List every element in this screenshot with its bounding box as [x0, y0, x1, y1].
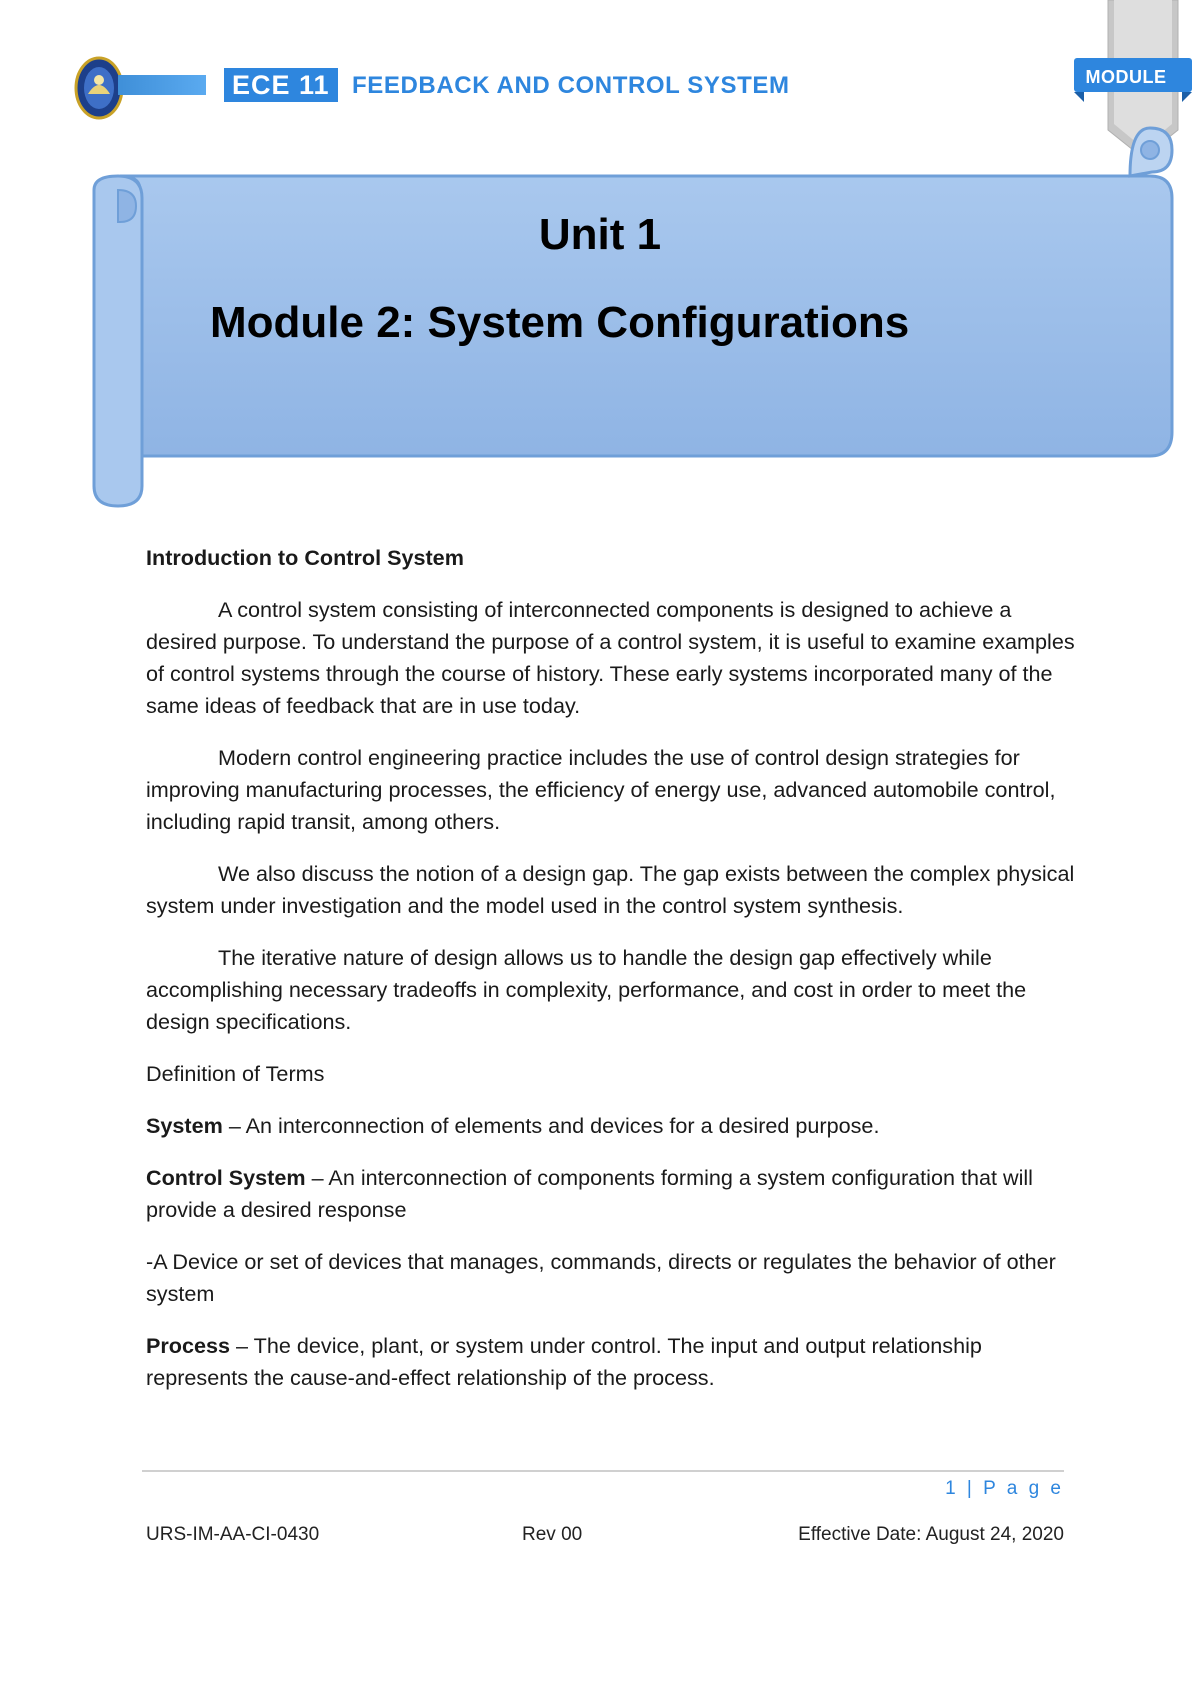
term-label: System — [146, 1113, 223, 1138]
revision-label: Rev 00 — [522, 1524, 583, 1545]
intro-paragraph: The iterative nature of design allows us to handle the design gap effectively while accomplishing necessary tradeoffs in complexity, performance, and cost in order to meet the design specifications. — [146, 945, 1027, 1034]
page-number: 1 | P a g e — [945, 1478, 1064, 1499]
document-code: URS-IM-AA-CI-0430 — [146, 1524, 320, 1545]
intro-paragraph: We also discuss the notion of a design gap. The gap exists between the complex physical system under investigation and the model used in the control system synthesis. — [146, 861, 1075, 918]
term-definition-process — [146, 1330, 1086, 1394]
term-definition-control-system — [146, 1162, 1086, 1226]
section-heading: Introduction to Control System — [146, 545, 464, 570]
term-label: Control System — [146, 1165, 306, 1190]
term-text: – An interconnection of elements and devices for a desired purpose. — [222, 1113, 880, 1138]
intro-paragraph: A control system consisting of interconnected components is designed to achieve a desired purpose. To understand the purpose of a control system, it is useful to examine examples of control systems through the course of history. These early systems incorporated many of the same ideas of feedback that are in use today. — [146, 597, 1075, 718]
term-text: – An interconnection of components forming a system configuration that will provide a desired response — [146, 1165, 1033, 1222]
intro-paragraph: Modern control engineering practice includes the use of control design strategies for improving manufacturing processes, the efficiency of energy use, advanced automobile control, including rapid transit, among others. — [146, 745, 1056, 834]
term-text: – The device, plant, or system under control. The input and output relationship represents the cause-and-effect relationship of the process. — [146, 1333, 982, 1390]
definitions-heading: Definition of Terms — [146, 1061, 325, 1086]
control-system-extra-definition: -A Device or set of devices that manages, commands, directs or regulates the behavior of other system — [146, 1249, 1056, 1306]
effective-date: Effective Date: August 24, 2020 — [798, 1524, 1064, 1545]
unit-title: Unit 1 — [538, 210, 662, 259]
module-title: Module 2: System Configurations — [210, 298, 910, 347]
term-label: Process — [146, 1333, 231, 1358]
module-content — [146, 542, 1086, 1414]
footer-divider — [142, 1470, 1064, 1472]
term-definition-system — [146, 1110, 1086, 1142]
module-ribbon-label: MODULE — [1085, 67, 1167, 87]
course-title: FEEDBACK AND CONTROL SYSTEM — [352, 72, 790, 99]
course-code: ECE 11 — [224, 68, 338, 102]
